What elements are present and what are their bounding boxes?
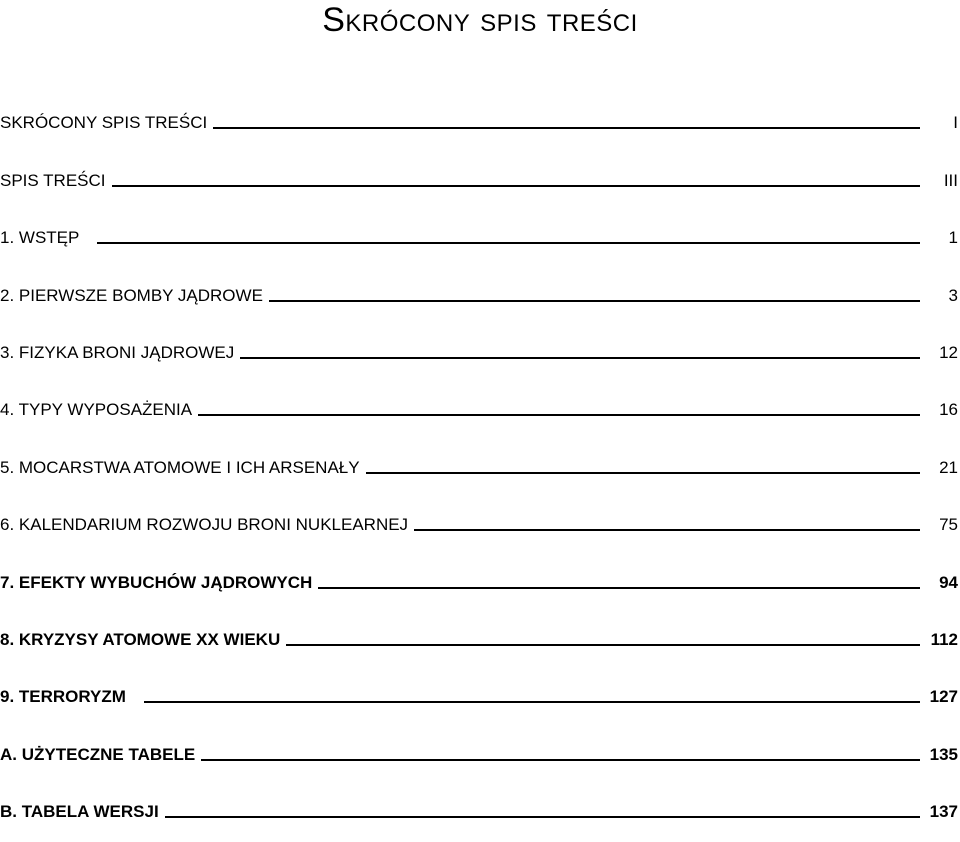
toc-entry-label: B. TABELA WERSJI xyxy=(0,802,159,822)
toc-entry-label: 2. PIERWSZE BOMBY JĄDROWE xyxy=(0,285,263,305)
toc-entry-page: 16 xyxy=(939,400,958,420)
toc-entry-label: 4. TYPY WYPOSAŻENIA xyxy=(0,400,193,420)
toc-entry-chapter-4[interactable] xyxy=(0,383,960,440)
toc-leader-line xyxy=(240,357,920,359)
toc-entry-label: 5. MOCARSTWA ATOMOWE I ICH ARSENAŁY xyxy=(0,457,360,477)
toc-entry-chapter-6[interactable] xyxy=(0,498,960,555)
toc-entry-page: 94 xyxy=(939,572,958,592)
table-of-contents xyxy=(0,96,960,842)
toc-leader-line xyxy=(318,587,920,589)
page-title: Skrócony spis treści xyxy=(322,1,638,39)
toc-entry-chapter-8[interactable] xyxy=(0,613,960,670)
toc-entry-label: 3. FIZYKA BRONI JĄDROWEJ xyxy=(0,342,235,362)
toc-entry-label: SPIS TREŚCI xyxy=(0,170,106,190)
toc-entry-short-toc[interactable] xyxy=(0,96,960,153)
toc-entry-label: 1. WSTĘP xyxy=(0,228,80,248)
toc-leader-line xyxy=(97,242,920,244)
toc-entry-chapter-9[interactable] xyxy=(0,670,960,727)
toc-leader-line xyxy=(269,300,920,302)
toc-leader-line xyxy=(112,185,921,187)
toc-entry-page: 21 xyxy=(939,457,958,477)
toc-entry-page: 1 xyxy=(948,228,958,248)
toc-leader-line xyxy=(414,529,920,531)
toc-entry-page: 75 xyxy=(939,515,958,535)
toc-entry-chapter-2[interactable] xyxy=(0,268,960,325)
toc-entry-page: 3 xyxy=(948,285,958,305)
toc-entry-label: 6. KALENDARIUM ROZWOJU BRONI NUKLEARNEJ xyxy=(0,515,409,535)
toc-entry-appendix-b[interactable] xyxy=(0,785,960,842)
toc-entry-page: III xyxy=(943,170,958,190)
toc-entry-chapter-1[interactable] xyxy=(0,211,960,268)
toc-entry-label: SKRÓCONY SPIS TREŚCI xyxy=(0,113,208,133)
toc-entry-chapter-3[interactable] xyxy=(0,326,960,383)
toc-leader-line xyxy=(213,127,920,129)
toc-entry-chapter-5[interactable] xyxy=(0,440,960,497)
toc-entry-label: A. UŻYTECZNE TABELE xyxy=(0,744,196,764)
toc-leader-line xyxy=(198,414,920,416)
toc-leader-line xyxy=(366,472,920,474)
toc-leader-line xyxy=(144,701,920,703)
toc-entry-label: 8. KRYZYSY ATOMOWE XX WIEKU xyxy=(0,629,281,649)
toc-leader-line xyxy=(286,644,920,646)
toc-entry-page: I xyxy=(953,113,958,133)
toc-entry-toc[interactable] xyxy=(0,153,960,210)
toc-entry-page: 12 xyxy=(939,342,958,362)
toc-entry-label: 9. TERRORYZM xyxy=(0,687,126,707)
toc-leader-line xyxy=(201,759,920,761)
toc-entry-page: 135 xyxy=(929,744,958,764)
toc-entry-chapter-7[interactable] xyxy=(0,555,960,612)
toc-entry-page: 127 xyxy=(929,687,958,707)
toc-entry-appendix-a[interactable] xyxy=(0,727,960,784)
toc-entry-page: 112 xyxy=(930,629,958,649)
toc-entry-page: 137 xyxy=(929,802,958,822)
toc-entry-label: 7. EFEKTY WYBUCHÓW JĄDROWYCH xyxy=(0,572,313,592)
